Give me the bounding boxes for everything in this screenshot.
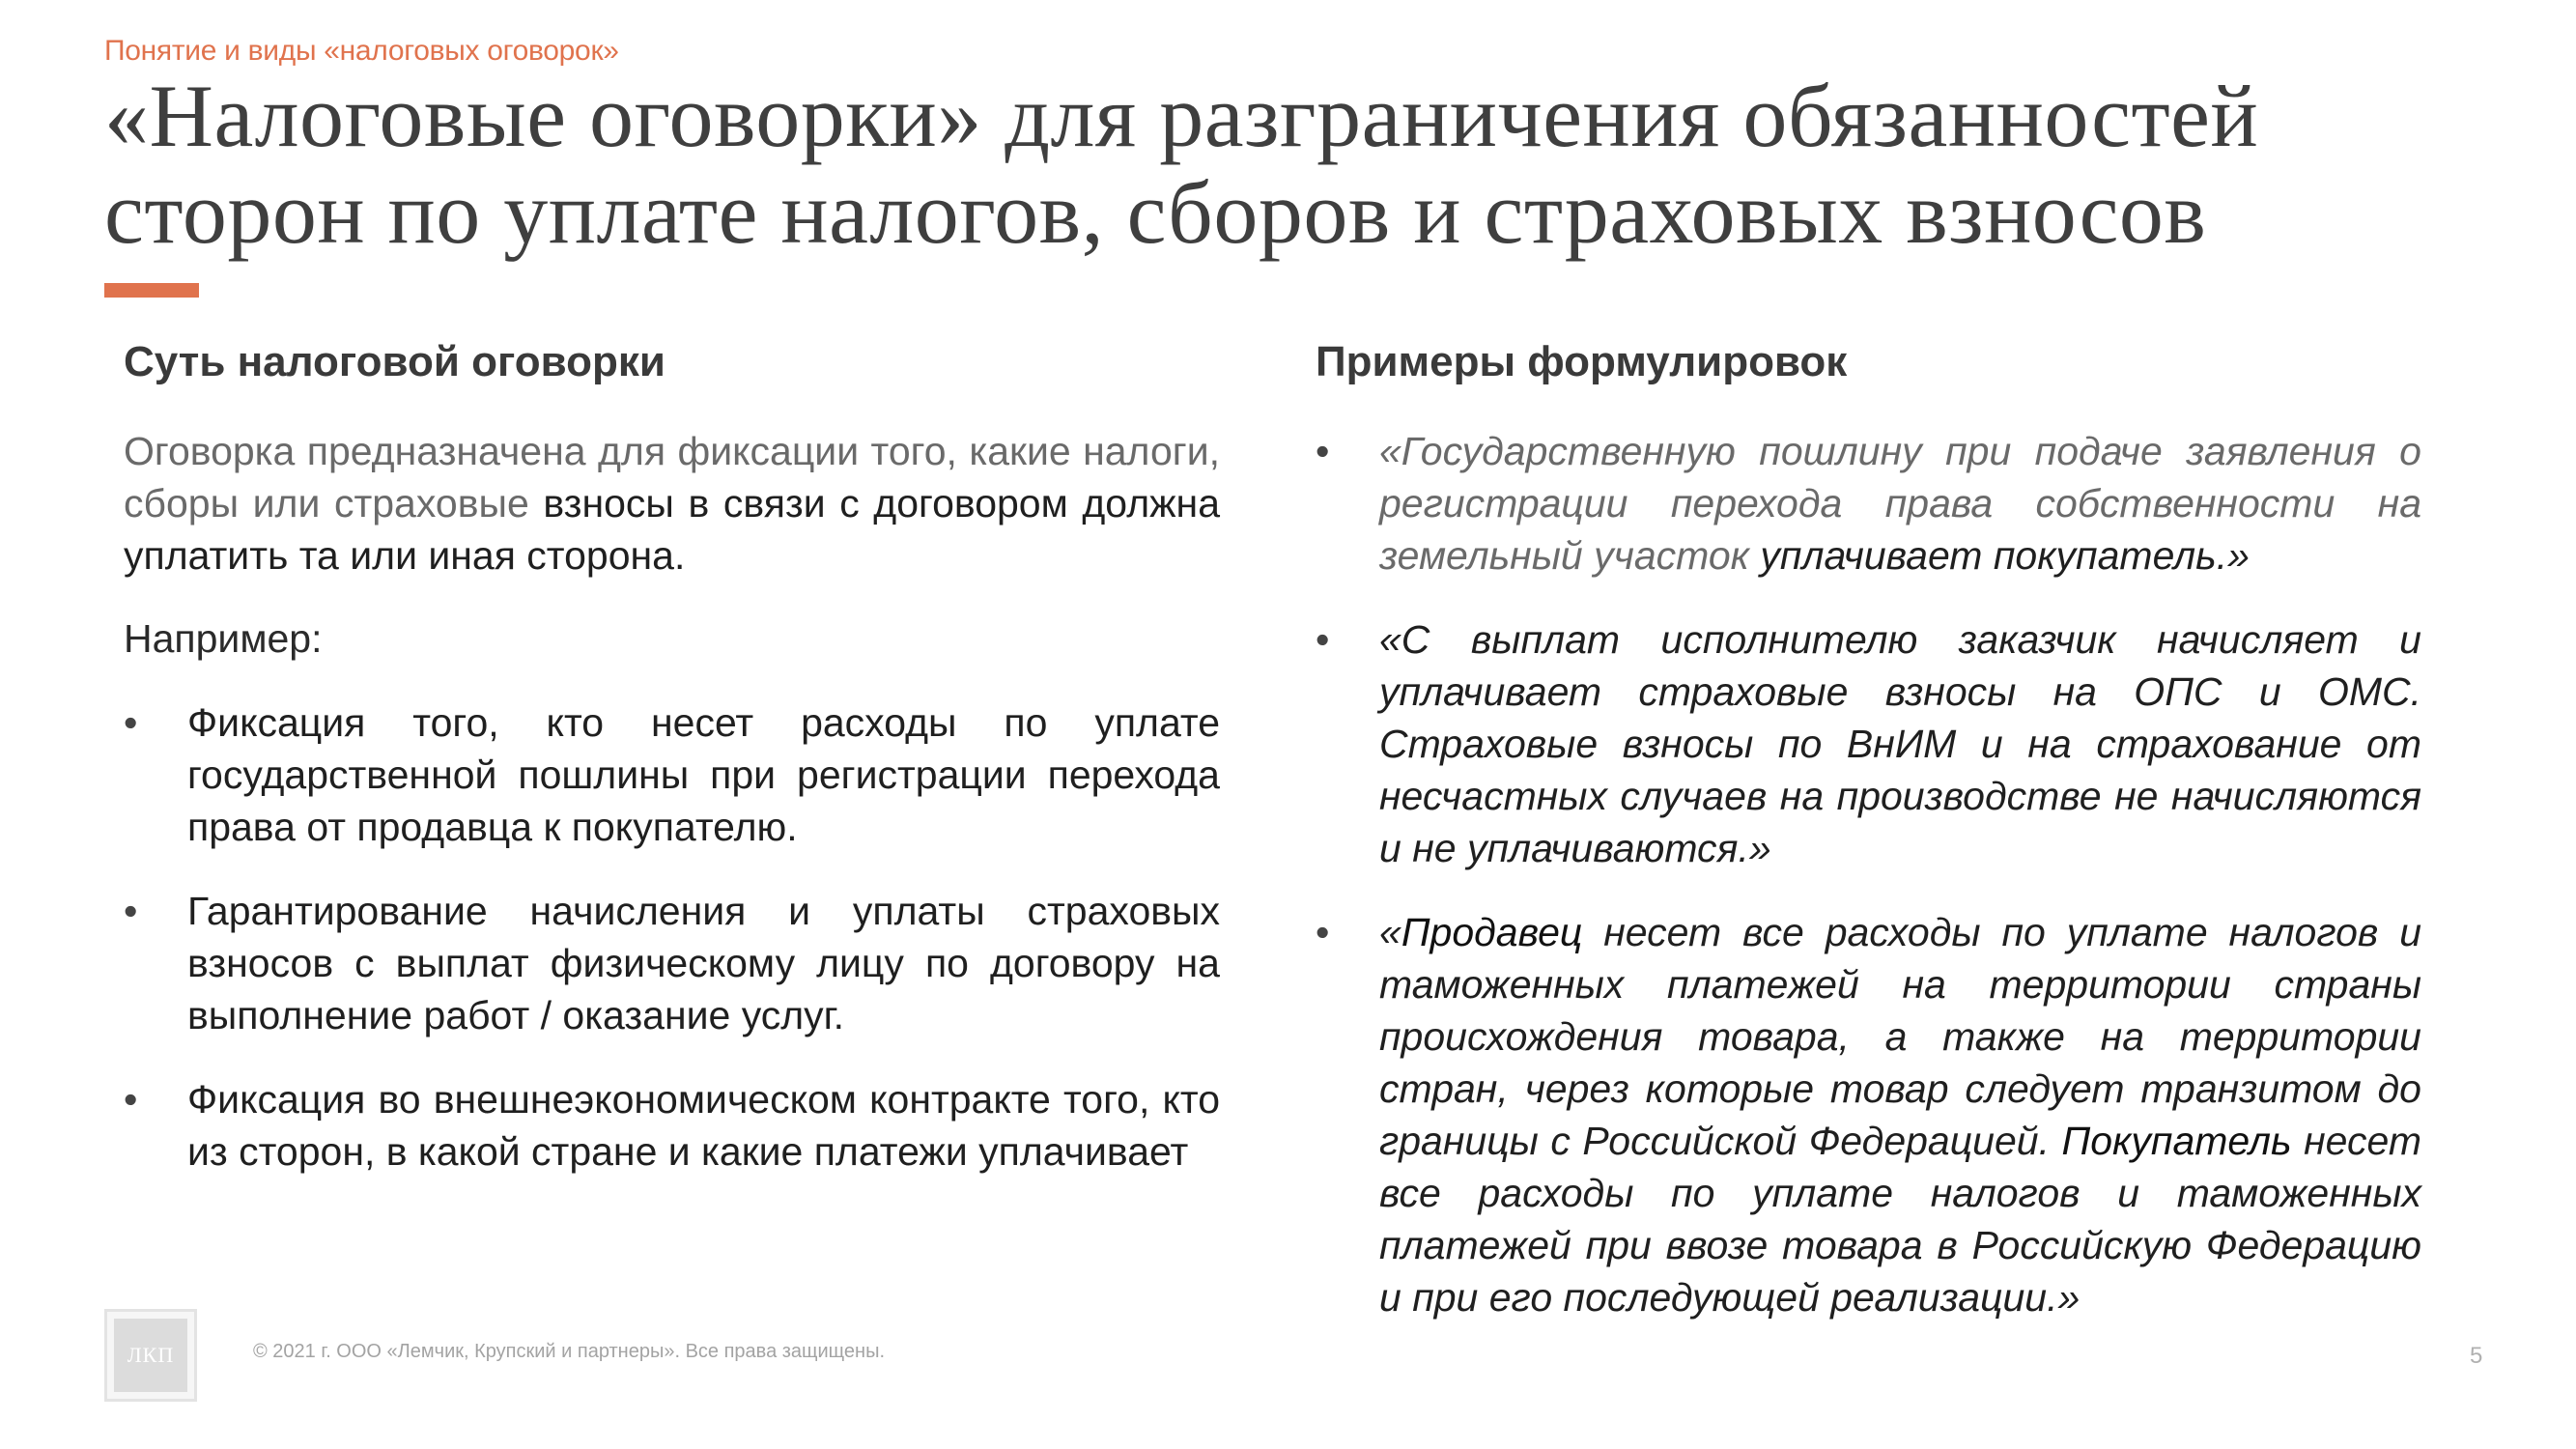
example-1-muted: «Государственную пошлину при подаче заявления о регистрации перехода права собственности на земельный участок — [1379, 429, 2421, 578]
intro-muted-text: Оговорка предназначена для фиксации того, какие налоги, сборы или страховые — [124, 429, 1220, 526]
seller-highlight: Продавец — [1401, 910, 1583, 954]
title-accent-bar — [104, 283, 199, 298]
intro-dark-text: взносы в связи с договором должна уплатить та или иная сторона. — [124, 481, 1221, 578]
example-item-1 — [1316, 425, 2421, 582]
page-title-line-2: сторон по уплате налогов, сборов и страховых взносов — [104, 163, 2207, 262]
breadcrumb: Понятие и виды «налоговых оговорок» — [104, 35, 619, 67]
list-item: • Гарантирование начисления и уплаты страховых взносов с выплат физическому лицу по договору на выполнение работ / оказание услуг. — [124, 885, 1220, 1041]
right-column-heading: Примеры формулировок — [1316, 338, 1848, 385]
page-title-line-1: «Налоговые оговорки» для разграничения обязанностей — [104, 67, 2259, 165]
for-example-label: Например: — [124, 616, 323, 661]
example-3-middle: несет все расходы по уплате налогов и таможенных платежей на территории страны происхождения товара, а также на территории стран, через которые товар следует транзитом до границы с Российской Федерацией. — [1379, 910, 2421, 1163]
footer-copyright: © 2021 г. ООО «Лемчик, Крупский и партнеры». Все права защищены. — [253, 1341, 885, 1362]
buyer-highlight: Покупатель — [2061, 1119, 2292, 1163]
purpose-list — [124, 696, 1220, 1178]
example-item-2: • «С выплат исполнителю заказчик начисляет и уплачивает страховые взносы на ОПС и ОМС. Страховые взносы по ВнИМ и на страхование от несчастных случаев на производстве не начисляются и не уплачиваются.» — [1316, 613, 2421, 874]
left-column — [124, 425, 1220, 1209]
left-column-heading: Суть налоговой оговорки — [124, 338, 665, 385]
page-number: 5 — [2470, 1343, 2483, 1369]
list-item: • Фиксация того, кто несет расходы по уплате государственной пошлины при регистрации перехода права от продавца к покупателю. — [124, 696, 1220, 853]
page-title — [104, 68, 2471, 261]
example-3-end: несет все расходы по уплате налогов и таможенных платежей при ввозе товара в Российскую Федерацию и при его последующей реализации.» — [1379, 1119, 2421, 1320]
intro-paragraph — [124, 425, 1220, 582]
right-column — [1316, 425, 2421, 1355]
company-logo — [104, 1309, 197, 1402]
example-item-3 — [1316, 906, 2421, 1323]
example-1-dark: уплачивает покупатель.» — [1760, 533, 2250, 578]
example-3-open-quote: « — [1379, 910, 1401, 954]
company-logo-mark: ЛКП — [114, 1319, 187, 1392]
examples-list — [1316, 425, 2421, 1323]
list-item: • Фиксация во внешнеэкономическом контракте того, кто из сторон, в какой стране и какие платежи уплачивает — [124, 1073, 1220, 1178]
